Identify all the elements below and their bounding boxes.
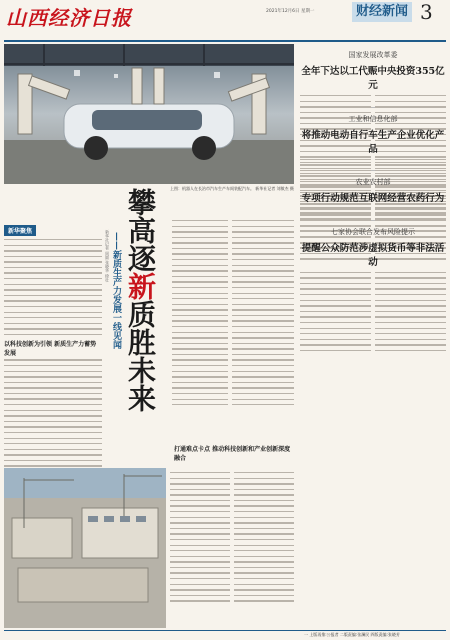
body-text-block bbox=[232, 220, 294, 405]
industrial-park-image bbox=[4, 468, 166, 628]
masthead bbox=[0, 0, 450, 44]
article-source: 国家发展改革委 bbox=[348, 51, 398, 59]
headline-new: 新 bbox=[124, 272, 157, 300]
section-title: 财经新闻 bbox=[352, 2, 412, 22]
issue-date: 2021年12月6日 星期一 bbox=[266, 9, 315, 14]
footer-rule bbox=[4, 630, 446, 631]
section-subhead: 以科技创新为引领 新质生产力蓄势发展 bbox=[4, 341, 97, 358]
headline-part: 攀高逐 bbox=[124, 188, 157, 272]
article-source: 农业农村部 bbox=[355, 178, 391, 187]
headline-subtitle: ——新质生产力发展一线见闻 bbox=[111, 232, 121, 349]
kicker-label: 新华聚焦 bbox=[4, 225, 36, 236]
page-footer: 一 上版再推:公报者 二版责编:张澜民 四版责编:张晓芳 bbox=[304, 632, 400, 637]
body-text-block bbox=[4, 239, 102, 335]
section-subhead: 打通难点卡点 推动科技创新和产业创新深度融合 bbox=[174, 446, 291, 462]
body-text-block bbox=[300, 272, 446, 278]
article-source: 七家协会联合发布风险提示 bbox=[331, 227, 415, 236]
body-text-block bbox=[172, 220, 228, 405]
factory-photo bbox=[4, 44, 294, 184]
bottom-article bbox=[4, 440, 294, 464]
article-headline: 专项行动规范互联网经营农药行为 bbox=[301, 193, 445, 205]
page-number: 3 bbox=[420, 0, 433, 24]
body-text-block bbox=[300, 95, 446, 101]
photo-caption: 上图：机器人在长治市汽车生产车间装配汽车。 新华社记者 刘敏杰 摄 bbox=[170, 186, 294, 191]
robot-assembly-image bbox=[4, 44, 294, 184]
article-column bbox=[170, 470, 294, 478]
lead-article-column bbox=[4, 218, 102, 471]
newspaper-logo: 山西经济日报 bbox=[6, 6, 132, 30]
article-column bbox=[232, 218, 294, 410]
body-text-block bbox=[300, 208, 446, 214]
article-source: 工业和信息化部 bbox=[348, 114, 398, 123]
news-brief-column bbox=[300, 44, 446, 277]
vertical-headline bbox=[105, 188, 170, 436]
headline-main bbox=[124, 188, 156, 412]
article-headline: 全年下达以工代赈中央投资355亿元 bbox=[301, 66, 445, 91]
headline-part: 胜未来 bbox=[124, 328, 157, 412]
article-headline: 提醒公众防范涉虚拟货币等非法活动 bbox=[301, 242, 445, 268]
construction-photo bbox=[4, 468, 166, 628]
masthead-rule bbox=[4, 40, 446, 42]
body-text-block bbox=[170, 472, 294, 478]
article-column bbox=[172, 218, 228, 410]
article-headline: 将推动电动自行车生产企业优化产品 bbox=[301, 129, 445, 155]
byline: 新华社记者 周圆 张晓华 徐壮 bbox=[105, 230, 110, 282]
headline-part: 质 bbox=[124, 300, 157, 328]
